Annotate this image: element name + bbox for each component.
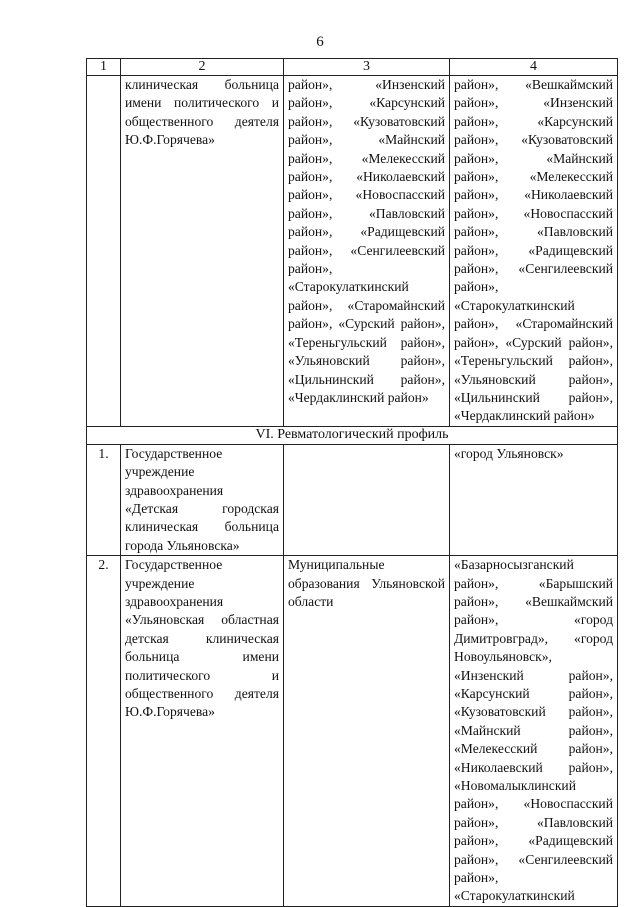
table-header-row bbox=[87, 59, 618, 76]
institution-cell: Государственное учреждение здравоохранения «Детская городская клиническая больница города Ульяновска» bbox=[121, 444, 284, 555]
territory-cell: район», «Инзенский район», «Карсунский район», «Кузоватовский район», «Майнский район», «Мелекесский район», «Николаевский район», «Новоспасский район», «Павловский район», «Радищевский район», «Сенгилеевский район», «Старокулаткинский район», «Старомайнский район», «Сурский район», «Тереньгульский район», «Ульяновский район», «Цильнинский район», «Чердаклинский район» bbox=[284, 76, 450, 427]
row-number-empty bbox=[87, 76, 121, 427]
referral-table bbox=[86, 58, 618, 907]
row-number: 2. bbox=[87, 556, 121, 907]
section-title: VI. Ревматологический профиль bbox=[87, 426, 618, 444]
header-col-3: 3 bbox=[284, 59, 450, 76]
page-number: 6 bbox=[316, 34, 324, 50]
table-row bbox=[87, 556, 618, 907]
header-col-4: 4 bbox=[450, 59, 618, 76]
section-row bbox=[87, 426, 618, 444]
institution-cell: Государственное учреждение здравоохранения «Ульяновская областная детская клиническая больница имени политического и общественного деятеля Ю.Ф.Горячева» bbox=[121, 556, 284, 907]
table-row-continued bbox=[87, 76, 618, 427]
territory-cell bbox=[284, 444, 450, 555]
row-number: 1. bbox=[87, 444, 121, 555]
header-col-1: 1 bbox=[87, 59, 121, 76]
table-row bbox=[87, 444, 618, 555]
districts-cell: «Базарносызганский район», «Барышский район», «Вешкаймский район», «город Димитровград», «город Новоульяновск», «Инзенский район», «Карсунский район», «Кузоватовский район», «Майнский район», «Мелекесский район», «Николаевский район», «Новомалыклинский район», «Новоспасский район», «Павловский район», «Радищевский район», «Сенгилеевский район», «Старокулаткинский bbox=[450, 556, 618, 907]
institution-cell: клиническая больница имени политического и общественного деятеля Ю.Ф.Горячева» bbox=[121, 76, 284, 427]
districts-cell: район», «Вешкаймский район», «Инзенский район», «Карсунский район», «Кузоватовский район», «Майнский район», «Мелекесский район», «Николаевский район», «Новоспасский район», «Павловский район», «Радищевский район», «Сенгилеевский район», «Старокулаткинский район», «Старомайнский район», «Сурский район», «Тереньгульский район», «Ульяновский район», «Цильнинский район», «Чердаклинский район» bbox=[450, 76, 618, 427]
header-col-2: 2 bbox=[121, 59, 284, 76]
districts-cell: «город Ульяновск» bbox=[450, 444, 618, 555]
territory-cell: Муниципальные образования Ульяновской области bbox=[284, 556, 450, 907]
